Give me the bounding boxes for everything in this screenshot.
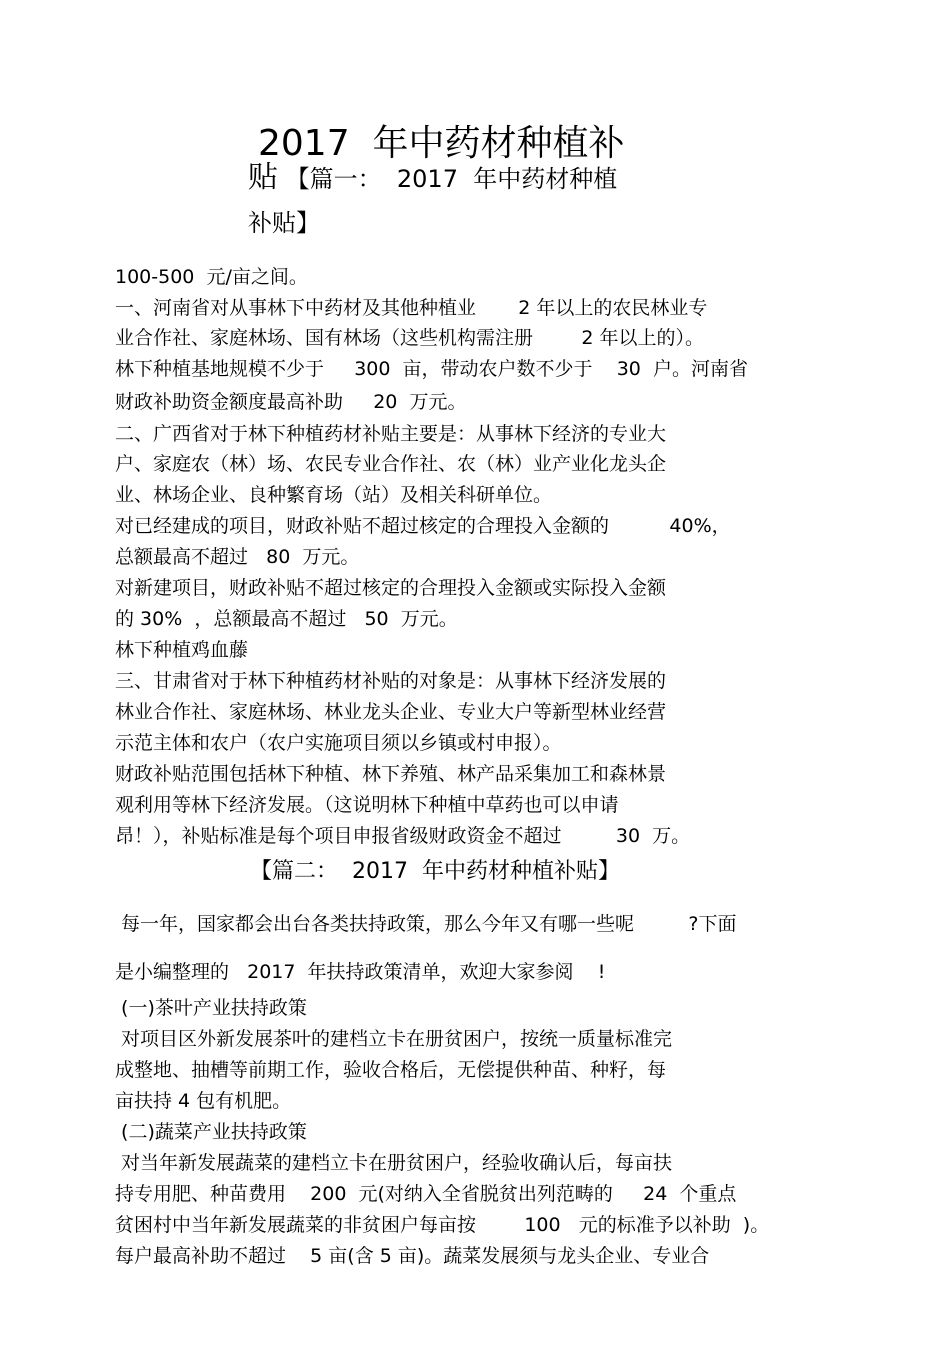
text-line: 成整地、抽槽等前期工作，验收合格后，无偿提供种苗、种籽，每 [115, 1059, 667, 1081]
title-line-2 [248, 162, 617, 195]
text-line: 观利用等林下经济发展。（这说明林下种植中草药也可以申请 [115, 794, 619, 816]
text-line: 二、广西省对于林下种植药材补贴主要是：从事林下经济的专业大 [115, 423, 667, 445]
text-line: 对已经建成的项目，财政补贴不超过核定的合理投入金额的 40%， [115, 515, 731, 537]
text-line: 的 30% ，总额最高不超过 50 万元。 [115, 608, 458, 630]
text-line: 业、林场企业、良种繁育场（站）及相关科研单位。 [115, 484, 553, 506]
text-line: 昂！），补贴标准是每个项目申报省级财政资金不超过 30 万。 [115, 825, 691, 847]
text-line: 林下种植鸡血藤 [115, 639, 249, 661]
text-line: 一、河南省对从事林下中药材及其他种植业 2 年以上的农民林业专 [115, 297, 708, 319]
text-line: 林业合作社、家庭林场、林业龙头企业、专业大户等新型林业经营 [115, 701, 667, 723]
text-line: 亩扶持 4 包有机肥。 [115, 1090, 292, 1112]
title-line-2-rest: 【篇一： 2017 年中药材种植 [278, 165, 618, 193]
text-line: 贫困村中当年新发展蔬菜的非贫困户每亩按 100 元的标准予以补助 )。 [115, 1214, 770, 1236]
text-line: 三、甘肃省对于林下种植药材补贴的对象是：从事林下经济发展的 [115, 670, 667, 692]
text-line: 持专用肥、种苗费用 200 元(对纳入全省脱贫出列范畴的 24 个重点 [115, 1183, 737, 1205]
subheading-tea: (一)茶叶产业扶持政策 [115, 997, 307, 1019]
title-line-1: 2017 年中药材种植补 [258, 123, 625, 164]
title-line-2-big: 贴 [248, 160, 278, 195]
text-line: 每户最高补助不超过 5 亩(含 5 亩)。蔬菜发展须与龙头企业、专业合 [115, 1245, 710, 1267]
text-line: 财政补贴范围包括林下种植、林下养殖、林产品采集加工和森林景 [115, 763, 667, 785]
text-line: 每一年，国家都会出台各类扶持政策，那么今年又有哪一些呢 ?下面 [115, 913, 737, 935]
text-line: 示范主体和农户（农户实施项目须以乡镇或村申报）。 [115, 732, 562, 754]
text-line: 对项目区外新发展茶叶的建档立卡在册贫困户，按统一质量标准完 [115, 1028, 673, 1050]
text-line: 林下种植基地规模不少于 300 亩，带动农户数不少于 30 户。河南省 [115, 358, 748, 380]
text-line: 是小编整理的 2017 年扶持政策清单，欢迎大家参阅 ! [115, 961, 606, 983]
subheading-vegetable: (二)蔬菜产业扶持政策 [115, 1121, 307, 1143]
text-line: 业合作社、家庭林场、国有林场（这些机构需注册 2 年以上的）。 [115, 327, 704, 349]
text-line: 财政补助资金额度最高补助 20 万元。 [115, 391, 467, 413]
text-line: 总额最高不超过 80 万元。 [115, 546, 360, 568]
title-line-3: 补贴】 [248, 209, 320, 237]
text-line: 对当年新发展蔬菜的建档立卡在册贫困户，经验收确认后，每亩扶 [115, 1152, 673, 1174]
text-line: 100-500 元/亩之间。 [115, 266, 308, 288]
text-line: 户、家庭农（林）场、农民专业合作社、农（林）业产业化龙头企 [115, 453, 667, 475]
text-line: 对新建项目，财政补贴不超过核定的合理投入金额或实际投入金额 [115, 577, 667, 599]
section-two-heading: 【篇二： 2017 年中药材种植补贴】 [250, 859, 620, 884]
